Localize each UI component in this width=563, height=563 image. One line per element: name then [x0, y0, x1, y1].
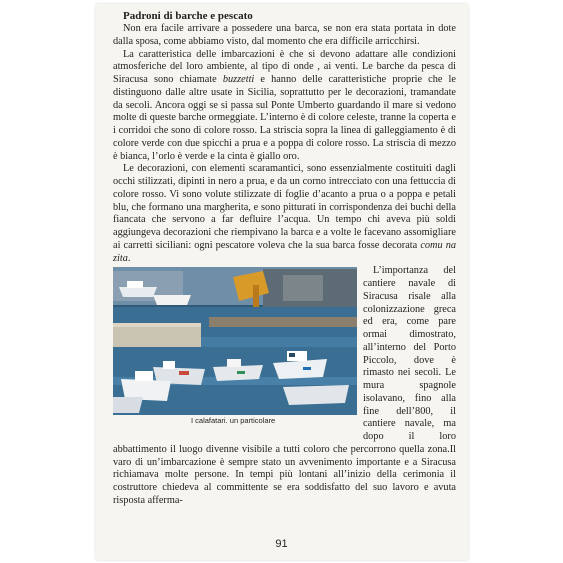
figure — [113, 267, 357, 435]
paragraph-2 — [113, 49, 456, 164]
paragraph-2-rest: e hanno delle caratteristiche proprie che le distinguono dalle altre usate in Sicilia, soprattutto per le decorazioni, tramandate da secoli. Ancora oggi se si passa sul Ponte Umberto guardando il mare si vedono molte di queste barche ormeggiate. L’interno è di colore celeste, tranne la coperta e i corridoi che sono di colore rosso. La striscia sopra la linea di galleggiamento è di colore verde con due spicchi a prua e a poppa di colore rosso. La striscia di mezzo è bianca, l’orlo è verde e la cinta è giallo oro. — [113, 74, 456, 162]
page-text — [113, 10, 456, 508]
paragraph-1: Non era facile arrivare a possedere una barca, se non era stata portata in dote dalla sposa, come abbiamo visto, dal momento che era difficile arricchirsi. — [113, 23, 456, 47]
paragraph-4: L’importanza del cantiere navale di Siracusa risale alla colonizzazione greca ed era, come pare ormai dimostrato, all’interno del Porto Piccolo, dove è rimasto nei secoli. Le mura spagnole isolavano, fino alla fine dell’800, il cantiere navale, ma dopo il loro abbattimento il luogo divenne visibile a tutti coloro che percorrono quella zona.Il varo di un’imbarcazione è sempre stato un avvenimento importante e a Siracusa richiamava molte persone. In tempi più lontani all’inizio della cerimonia il costruttore chiedeva al committente se era soddisfatto del suo lavoro e avuta risposta afferma- — [113, 265, 456, 506]
photo-caption: I calafatari. un particolare — [191, 416, 276, 426]
paragraph-3-text: Le decorazioni, con elementi scaramantici, sono essenzialmente costituiti dagli occhi stilizzati, dipinti in nero a prua, e da un corno intrecciato con una fettuccia di colore rosso. Vi sono volute stilizzate di foglie d’acanto a prua o a poppa e petali blu, che formano una margherita, e sono pitturati in corrispondenza dei buchi della fiancata che servono a far defluire l’acqua. Un tempo chi aveva più soldi aggiungeva decorazioni che riempivano la barca e a volte le facevano assomigliare ai carretti siciliani: ogni pescatore voleva che la sua barca fosse decorata — [113, 163, 456, 251]
italic-term-comu-na-zita: comu na zita — [113, 239, 456, 264]
paragraph-2-start: La caratteristica delle imbarcazioni è che si devono adattare alle condizioni atmosferiche del loro ambiente, al tipo di onde , ai venti. Le barche da pesca di Siracusa sono chiamate — [113, 48, 456, 85]
italic-term-buzzetti: buzzetti — [222, 74, 255, 85]
paragraph-3: Le decorazioni, con elementi scaramantici, sono essenzialmente costituiti dagli occhi stilizzati, dipinti in nero a prua, e da un corno intrecciato con una fettuccia di colore rosso. Vi sono volute stilizzate di foglie d’acanto a prua o a poppa e petali blu, che formano una margherita, e sono pitturati in corrispondenza dei buchi della fiancata che servono a far defluire l’acqua. Un tempo chi aveva più soldi aggiungeva decorazioni che riempivano la barca e a volte le facevano assomigliare ai carretti siciliani: ogni pescatore voleva che la sua barca fosse decorata comu na zita. — [113, 163, 456, 264]
harbor-photo — [113, 267, 357, 415]
section-heading: Padroni di barche e pescato — [123, 10, 253, 22]
page-number: 91 — [275, 538, 288, 550]
